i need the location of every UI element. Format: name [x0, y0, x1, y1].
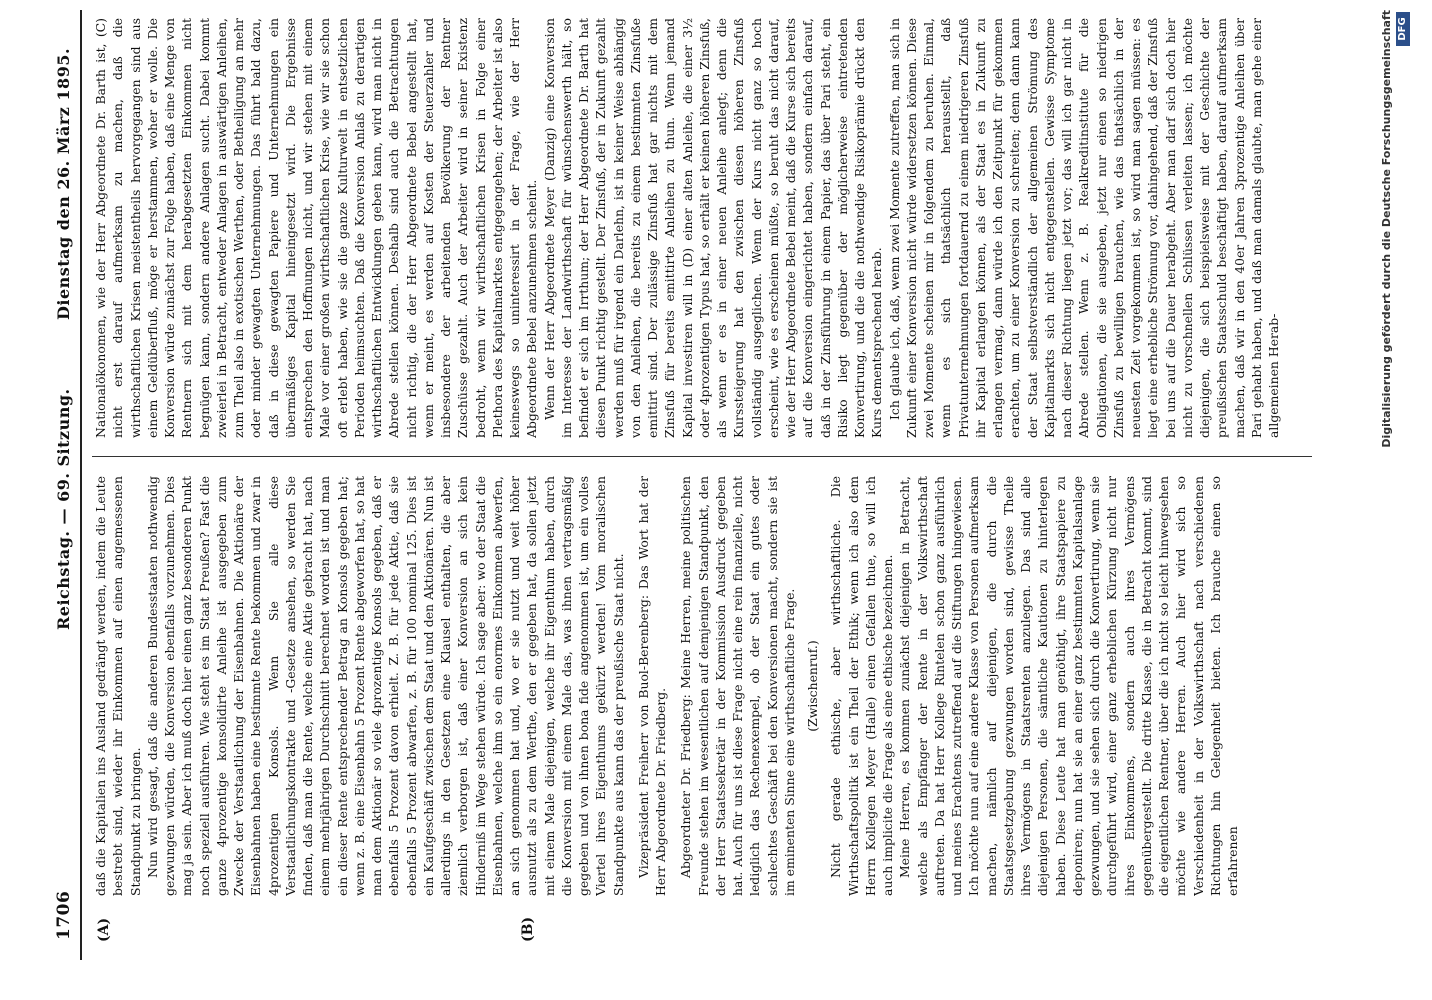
column-rule — [92, 456, 1312, 457]
margin-marker-b: (B) — [520, 916, 536, 942]
speaker-paragraph: Vizepräsident Freiherr von Buol-Berenberg: Das Wort hat der Herr Abgeordnete Dr. Friedberg. — [635, 476, 668, 896]
paragraph: daß die Kapitalien ins Ausland gedrängt werden, indem die Leute bestrebt sind, wieder ihr Einkommen auf einen angemessenen Standpunkt zu bringen. — [93, 476, 143, 896]
left-column — [92, 476, 1307, 896]
margin-marker-a: (A) — [96, 917, 112, 942]
interjection: (Zwischenruf.) — [805, 640, 820, 732]
header-rule — [80, 10, 82, 960]
right-column — [92, 18, 1307, 438]
date-title: Dienstag den 26. März 1895. — [54, 47, 73, 320]
paragraph: Nicht gerade ethische, aber wirthschaftliche. Die Wirthschaftspolitik ist ein Theil der Ethik; wenn ich also dem Herrn Kollegen Meyer (Halle) einen Gefallen thue, so will ich auch implicite die Frage als eine ethische bezeichnen. — [828, 476, 895, 896]
digitization-note: Digitalisierung gefördert durch die Deutsche Forschungsgemeinschaft — [1380, 10, 1393, 448]
paragraph: Meine Herren, es kommen zunächst diejenigen in Betracht, welche als Empfänger der Rente in der Volkswirthschaft auftreten. Da hat Herr Kollege Rintelen schon ganz ausführlich und meines Erachtens zutreffend auf die Stiftungen hingewiesen. Ich möchte nun auf eine andere Klasse von Personen aufmerksam machen, nämlich auf diejenigen, die durch die Staatsgesetzgebung gezwungen worden sind, gewisse Theile ihres Vermögens in Staatsrenten anzulegen. Das sind alle diejenigen Personen, die sämtliche Kautionen zu hinterlegen haben. Diese Leute hat man genöthigt, ihre Staatspapiere zu deponiren; nun hat sie an einer ganz bestimmten Kapitalsanlage gezwungen, und sie sehen sich durch die Konvertirung, wenn sie durchgeführt wird, einer ganz erheblichen Kürzung nicht nur ihres Einkommens, sondern auch ihres Vermögens gegenübergestellt. Die dritte Klasse, die in Betracht kommt, sind die eigentlichen Rentner, über die ich nicht so leicht hinwegsehen möchte wie andere Herren. Auch hier wird sich so Verschiedenheit in der Volkswirthschaft nach verschiedenen Richtungen hin Gelegenheit bieten. Ich brauche einen so erfahrenen — [897, 476, 1240, 896]
session-title: Reichstag. — 69. Sitzung. — [54, 388, 73, 630]
speaker-paragraph: Abgeordneter Dr. Friedberg: Meine Herren, meine politischen Freunde stehen im wesentlichen auf demjenigen Standpunkt, den der Herr Staatssekretär in der Kommission Ausdruck gegeben hat. Auch für uns ist diese Frage nicht eine rein finanzielle, nicht lediglich das Rechenexempel, ob der Staat ein gutes oder schlechtes Geschäft bei den Konversionen macht, sondern sie ist im eminenten Sinne eine wirthschaftliche Frage. — [678, 476, 797, 896]
paragraph: Wenn der Herr Abgeordnete Meyer (Danzig) eine Konversion im Interesse der Landwirthschaft für wünschenswerth hält, so befindet er sich im Irrthum; der Herr Abgeordnete Dr. Barth hat diesen Punkt richtig gestellt. Der Zinsfuß, der in Zukunft gezahlt werden muß für irgend ein Darlehn, ist in keiner Weise abhängig von den Anleihen, die bereits zu einem bestimmten Zinsfuße emittirt sind. Der zulässige Zinsfuß hat gar nichts mit dem Zinsfuß für bereits emittirte Anleihen zu thun. Wenn jemand Kapital investiren will in (D) einer alten Anleihe, die einer 3½ oder 4prozentigen Typus hat, so erhält er keinen höheren Zinsfuß, als wenn er es in einer neuen Anleihe anlegt; denn die Kurssteigerung hat den zwischen diesen höheren Zinsfuß vollständig ausgeglichen. Wenn der Kurs nicht ganz so hoch erscheint, wie es erscheinen müßte, so beruht das nicht darauf, wie der Herr Abgeordnete Bebel meint, daß die Kurse sich bereits auf die Konversion eingerichtet haben, sondern einfach darauf, daß in der Zinsführung in einem Papier, das über Pari steht, ein Risiko liegt gegenüber der möglicherweise eintretenden Konvertirung, und die die nothwendige Risikoprämie drückt den Kurs dementsprechend herab. — [541, 18, 885, 438]
paragraph: Nun wird gesagt, daß die anderen Bundesstaaten nothwendig gezwungen würden, die Konversion ebenfalls vorzunehmen. Dies mag ja sein. Aber ich muß doch hier einen ganz besonderen Punkt noch speziell ausführen. Wie steht es im Staat Preußen? Fast die ganze 4prozentige konsolidirte Anleihe ist ausgegeben zum Zwecke der Verstaatlichung der Eisenbahnen. Die Aktionäre der Eisenbahnen haben eine bestimmte Rente bekommen und zwar in 4prozentigen Konsols. Wenn Sie alle diese Verstaatlichungskontrakte und -Gesetze ansehen, so werden Sie finden, daß man die Rente, welche eine Aktie gebracht hat, nach einem mehrjährigen Durchschnitt berechnet worden ist und man ein dieser Rente entsprechender Betrag an Konsols gegeben hat; wenn z. B. eine Eisenbahn 5 Prozent Rente abgeworfen hat, so hat man dem Aktionär so viele 4prozentige Konsols gegeben, daß er ebenfalls 5 Prozent davon erhielt. Z. B. für jede Aktie, daß sie ebenfalls 5 Prozent abwarfen, z. B. für 100 nominal 125. Dies ist ein Kaufgeschäft zwischen dem Staat und den Aktionären. Nun ist allerdings in den Gesetzen eine Klausel enthalten, die aber ziemlich verborgen ist, daß einer Konversion an sich kein Hinderniß im Wege stehen würde. Ich sage aber: wo der Staat die Eisenbahnen, welche ihm so ein enormes Einkommen abwerfen, an sich genommen hat und, wo er sie nutzt und weit höher ausnutzt als zu dem Werthe, den er gegeben hat, da sollen jetzt mit einem Male diejenigen, welche ihr Eigenthum haben, durch die Konversion mit einem Male das, was ihnen vertragsmäßig gegeben und von ihnen bona fide angenommen ist, um ein volles Viertel ihres Eigenthums gekürzt werden! Vom moralischen Standpunkte aus kann das der preußische Staat nicht. — [144, 476, 626, 896]
page-number: 1706 — [54, 890, 74, 940]
paragraph: Ich glaube ich, daß, wenn zwei Momente zutreffen, man sich in Zukunft einer Konversion nicht würde widersetzen können. Diese zwei Momente scheinen mir in folgendem zu beruhen. Einmal, wenn es sich thatsächlich herausstellt, daß Privatunternehmungen fortdauernd zu einem niedrigeren Zinsfuß ihr Kapital erlangen können, als der Staat es in Zukunft zu erlangen vermag, dann würde ich den Zeitpunkt für gekommen erachten, um zu einer Konversion zu schreiten; denn dann kann der Staat selbstverständlich der allgemeinen Strömung des Kapitalmarkts sich nicht entgegenstellen. Gewisse Symptome nach dieser Richtung liegen jetzt vor; das will ich gar nicht in Abrede stellen. Wenn z. B. Realkreditinstitute für die Obligationen, die sie ausgeben, jetzt nur einen so niedrigen Zinsfuß zu bewilligen brauchen, wie das thatsächlich in der neuesten Zeit vorgekommen ist, so wird man sagen müssen: es liegt eine erhebliche Strömung vor, dahingehend, daß der Zinsfuß bei uns auf die Dauer herabgeht. Aber man darf sich doch hier nicht zu vorschnellen Schlüssen verleiten lassen; ich möchte diejenigen, die sich beispielsweise mit der Geschichte der preußischen Staatsschuld beschäftigt haben, darauf aufmerksam machen, daß wir in den 40er Jahren 3prozentige Anleihen über Pari gehabt haben, und daß man damals glaubte, man gehe einer allgemeinen Herab- — [886, 18, 1281, 438]
paragraph: Nationalökonomen, wie der Herr Abgeordnete Dr. Barth ist, (C) nicht erst darauf aufmerksam zu machen, daß die wirthschaftlichen Krisen meistentheils hervorgegangen sind aus einem Geldüberfluß, möge er herstammen, woher er wolle. Die Konversion würde zunächst zur Folge haben, daß eine Menge von Rentnern sich mit dem herabgesetzten Einkommen nicht begnügen kann, sondern andere Anlagen sucht. Dabei kommt zweierlei in Betracht, entweder Anlagen in auswärtigen Anleihen, zum Theil also in exotischen Werthen, oder Betheiligung an mehr oder minder gewagten Unternehmungen. Das führt bald dazu, daß in diese gewagten Papiere und Unternehmungen ein übermäßiges Kapital hineingesetzt wird. Die Ergebnisse entsprechen den Hoffnungen nicht, und wir stehen mit einem Male vor einer großen wirthschaftlichen Krise, wie wir sie schon oft erlebt haben, wie sie die ganze Kulturwelt in entsetzlichen Perioden heimsuchten. Daß die Konversion Anlaß zu derartigen wirthschaftlichen Entwicklungen geben kann, wird man nicht in Abrede stellen können. Deshalb sind auch die Betrachtungen nicht richtig, die der Herr Abgeordnete Bebel angestellt hat, wenn er meint, es werden auf Kosten der Steuerzahler und insbesondere der arbeitenden Bevölkerung der Rentner Zuschüsse gezahlt. Auch der Arbeiter wird in seiner Existenz bedroht, wenn wir wirthschaftlichen Krisen in Folge einer Plethora des Kapitalmarktes entgegengehen; der Arbeiter ist also keineswegs so uninteressirt in der Frage, wie der Herr Abgeordnete Bebel anzunehmen scheint. — [93, 18, 540, 438]
page-header — [52, 10, 82, 960]
dfg-logo: DFG — [1396, 12, 1410, 46]
